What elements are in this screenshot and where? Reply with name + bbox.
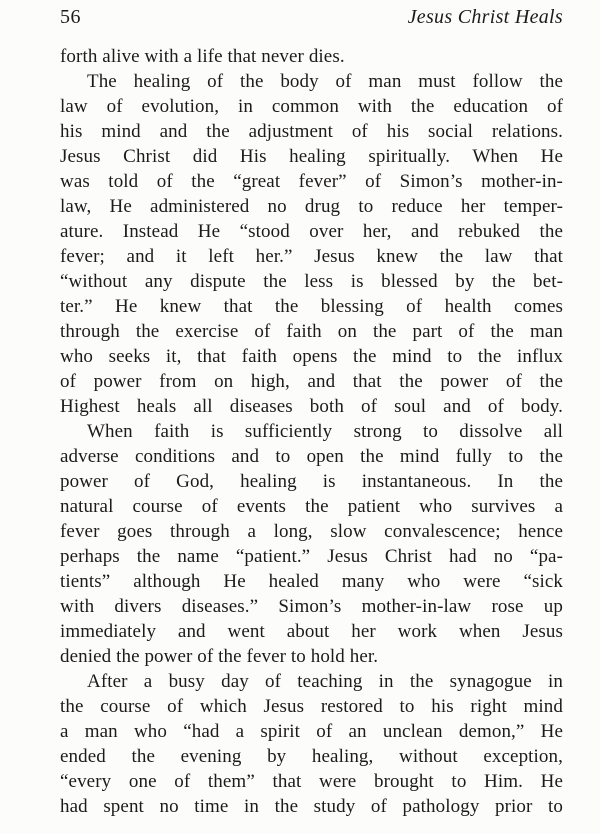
text-line: Jesus Christ did His healing spiritually. When He bbox=[60, 146, 563, 167]
text-line: After a busy day of teaching in the synagogue in bbox=[87, 671, 563, 692]
text-line: a man who “had a spirit of an unclean demon,” He bbox=[60, 721, 563, 742]
text-line: was told of the “great fever” of Simon’s mother-in- bbox=[60, 171, 563, 192]
page-number: 56 bbox=[60, 6, 81, 28]
text-line: fever goes through a long, slow convalescence; hence bbox=[60, 521, 563, 542]
text-line: had spent no time in the study of pathology prior to bbox=[60, 796, 563, 817]
text-line: his mind and the adjustment of his social relations. bbox=[60, 121, 563, 142]
text-line: “without any dispute the less is blessed by the bet- bbox=[60, 271, 563, 292]
text-line: fever; and it left her.” Jesus knew the law that bbox=[60, 246, 563, 267]
running-head-title: Jesus Christ Heals bbox=[407, 6, 563, 28]
text-line: ended the evening by healing, without exception, bbox=[60, 746, 563, 767]
text-line: who seeks it, that faith opens the mind to the influx bbox=[60, 346, 563, 367]
text-line: tients” although He healed many who were “sick bbox=[60, 571, 563, 592]
text-line: adverse conditions and to open the mind fully to the bbox=[60, 446, 563, 467]
text-line: with divers diseases.” Simon’s mother-in-law rose up bbox=[60, 596, 563, 617]
paragraph bbox=[60, 669, 563, 819]
paragraph bbox=[60, 69, 563, 419]
text-line: the course of which Jesus restored to his right mind bbox=[60, 696, 563, 717]
text-line: “every one of them” that were brought to Him. He bbox=[60, 771, 563, 792]
text-line: immediately and went about her work when Jesus bbox=[60, 621, 563, 642]
text-line: of power from on high, and that the power of the bbox=[60, 371, 563, 392]
text-line: forth alive with a life that never dies. bbox=[60, 46, 345, 67]
text-line: power of God, healing is instantaneous. In the bbox=[60, 471, 563, 492]
text-line: When faith is sufficiently strong to dissolve all bbox=[87, 421, 563, 442]
running-header bbox=[60, 5, 563, 29]
text-line: The healing of the body of man must follow the bbox=[87, 71, 563, 92]
text-line: law of evolution, in common with the education of bbox=[60, 96, 563, 117]
text-line: ature. Instead He “stood over her, and rebuked the bbox=[60, 221, 563, 242]
text-line: natural course of events the patient who survives a bbox=[60, 496, 563, 517]
text-line: denied the power of the fever to hold her. bbox=[60, 646, 379, 667]
paragraph bbox=[60, 44, 563, 69]
text-line: Highest heals all diseases both of soul and of body. bbox=[60, 396, 563, 417]
paragraph bbox=[60, 419, 563, 669]
text-line: perhaps the name “patient.” Jesus Christ had no “pa- bbox=[60, 546, 563, 567]
text-line: ter.” He knew that the blessing of health comes bbox=[60, 296, 563, 317]
text-line: law, He administered no drug to reduce her temper- bbox=[60, 196, 563, 217]
text-line: through the exercise of faith on the part of the man bbox=[60, 321, 563, 342]
text-column bbox=[60, 44, 563, 819]
